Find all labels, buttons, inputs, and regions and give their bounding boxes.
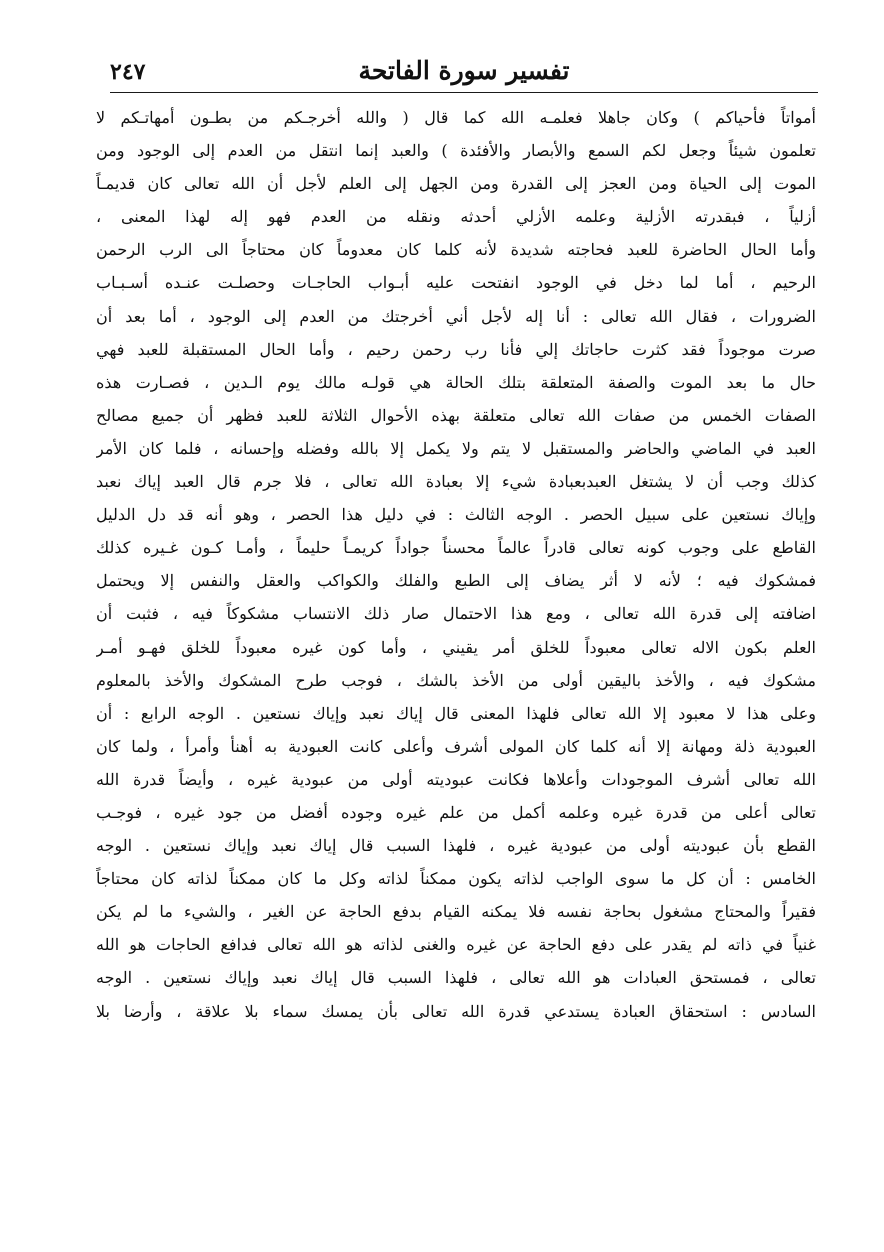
text-line: حال ما بعد الموت والصفة المتعلقة بتلك الحالة هي قولـه مالك يوم الـدين ، فصـارت هذه xyxy=(96,372,816,392)
text-line: مشكوك فيه ، والأخذ باليقين أولى من الأخذ بالشك ، فوجب طرح المشكوك والأخذ بالمعلوم xyxy=(96,670,816,690)
text-line: أزلياً ، فبقدرته الأزلية وعلمه الأزلي أحدثه ونقله من العدم فهو إله لهذا المعنى ، xyxy=(96,207,816,227)
text-line: تعالى أعلى من قدرة غيره وعلمه أكمل من علم غيره وجوده أفضل من جود غيره ، فوجـب xyxy=(96,802,816,822)
text-line: الضرورات ، فقال الله تعالى : أنا إله لأجل أني أخرجتك من العدم إلى الوجود ، أما بعد أن xyxy=(96,306,816,326)
text-line: فقيراً والمحتاج مشغول بحاجة نفسه فلا يمكنه القيام بدفع الحاجة عن الغير ، والشيء ما لم يكن xyxy=(96,902,816,922)
text-line: أمواتاً فأحياكم ) وكان جاهلا فعلمـه الله كما قال ( والله أخرجـكم من بطـون أمهاتـكم لا xyxy=(96,108,816,127)
text-line: فمشكوك فيه ؛ لأنه لا أثر يضاف إلى الطبع والفلك والكواكب والعقل والنفس إلا ويحتمل xyxy=(96,571,816,591)
text-line: اضافته إلى قدرة الله تعالى ، ومع هذا الاحتمال صار ذلك الانتساب مشكوكاً فيه ، فثبت أن xyxy=(96,604,816,624)
text-line: العلم بكون الاله تعالى معبوداً للخلق أمر يقيني ، وأما كون غيره معبوداً للخلق فهـو أمـر xyxy=(96,637,816,657)
text-line: الصفات الخمس من صفات الله تعالى متعلقة بهذه الأحوال الثلاثة للعبد فظهر أن جميع مصالح xyxy=(96,405,816,425)
text-line: القطع بأن عبوديته أولى من عبودية غيره ، فلهذا السبب قال إياك نعبد وإياك نستعين . الوجه xyxy=(96,836,816,856)
text-line: غنياً في ذاته لم يقدر على دفع الحاجة عن غيره والغنى لذاته هو الله تعالى فدافع الحاجات هو الله xyxy=(96,935,816,955)
text-line: صرت موجوداً فقد كثرت حاجاتك إلي فأنا رب رحمن رحيم ، وأما الحال المستقبلة للعبد فهي xyxy=(96,339,816,359)
header-title: تفسير سورة الفاتحة xyxy=(358,56,570,85)
text-line: القاطع على وجوب كونه تعالى قادراً عالماً محسناً جواداً كريمـاً حليماً ، وأمـا كـون غـيره كذلك xyxy=(96,538,816,558)
text-line: العبودية ذلة ومهانة إلا أنه كلما كان المولى أشرف وأعلى كانت العبودية به أهنأ وأمرأ ، ولما كان xyxy=(96,736,816,756)
body-text xyxy=(96,101,816,1161)
text-line: تعالى ، فمستحق العبادات هو الله تعالى ، فلهذا السبب قال إياك نعبد وإياك نستعين . الوجه xyxy=(96,968,816,988)
text-line: الله تعالى أشرف الموجودات وأعلاها فكانت عبوديته أولى من عبودية غيره ، وأيضاً قدرة الله xyxy=(96,769,816,789)
text-line: السادس : استحقاق العبادة يستدعي قدرة الله تعالى بأن يمسك سماء بلا علاقة ، وأرضا بلا xyxy=(96,1001,816,1021)
page-number: ٢٤٧ xyxy=(110,59,146,85)
text-line: الرحيم ، أما لما دخل في الوجود انفتحت عليه أبـواب الحاجـات وحصلـت عنـده أسـبـاب xyxy=(96,273,816,293)
text-line: تعلمون شيئاً وجعل لكم السمع والأبصار والأفئدة ) والعبد إنما انتقل من العدم إلى الوجود ومن xyxy=(96,141,816,161)
running-header xyxy=(110,52,818,93)
text-line: الموت إلى الحياة ومن العجز إلى القدرة ومن الجهل إلى العلم لأجل أن الله تعالى كان قديمـاً xyxy=(96,174,816,194)
text-line: الخامس : أن كل ما سوى الواجب لذاته يكون ممكناً لذاته وكل ما كان ممكناً لذاته كان محتاجاً xyxy=(96,869,816,889)
text-line: وعلى هذا لا معبود إلا الله تعالى فلهذا المعنى قال إياك نعبد وإياك نستعين . الوجه الرابع : أن xyxy=(96,703,816,723)
text-line: كذلك وجب أن لا يشتغل العبدبعبادة شيء إلا بعبادة الله تعالى ، فلا جرم قال العبد إياك نعبد xyxy=(96,472,816,492)
text-line: وأما الحال الحاضرة للعبد فحاجته شديدة لأنه كلما كان معدوماً كان محتاجاً الى الرب الرحمن xyxy=(96,240,816,260)
text-line: العبد في الماضي والحاضر والمستقبل لا يتم ولا يكمل إلا بالله وفضله وإحسانه ، فلما كان الأمر xyxy=(96,438,816,458)
text-line: وإياك نستعين على سبيل الحصر . الوجه الثالث : في دليل هذا الحصر ، وهو أنه قد دل الدليل xyxy=(96,505,816,525)
